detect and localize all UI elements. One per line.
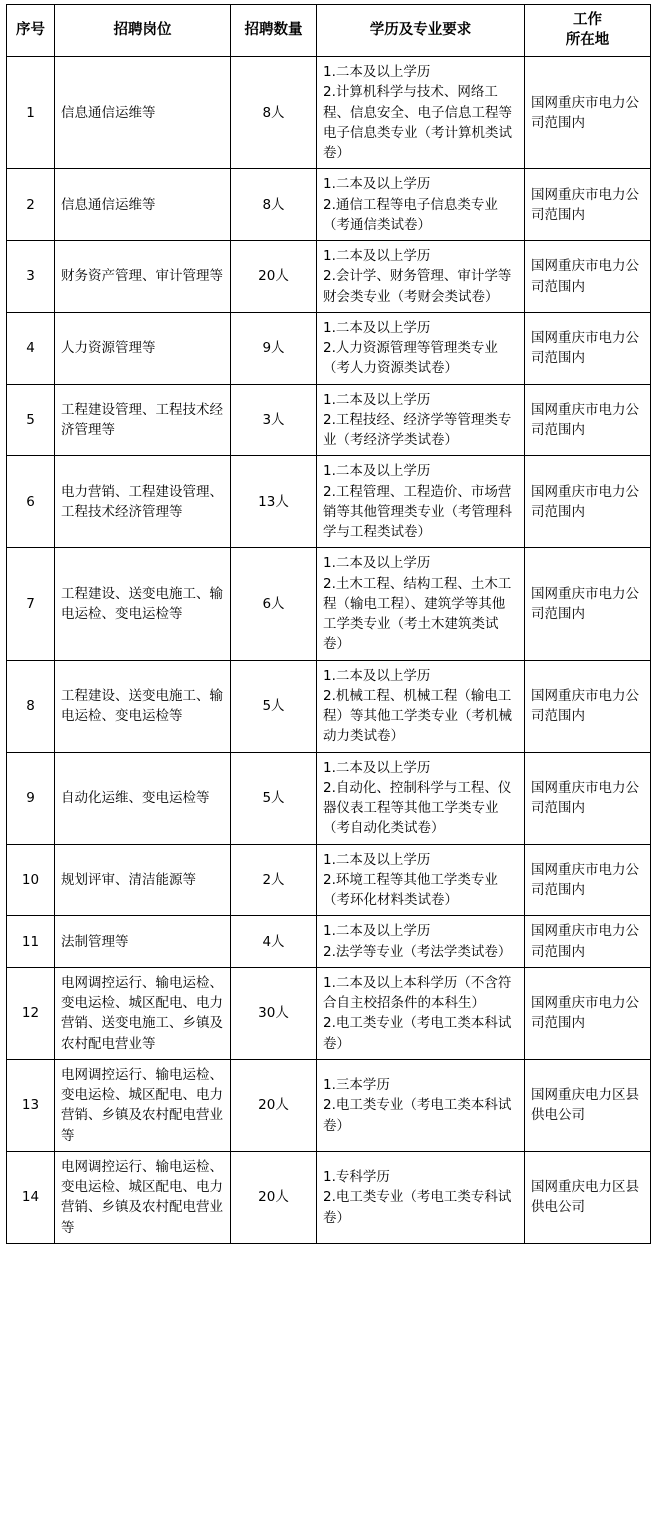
cell-requirement — [317, 1059, 525, 1151]
column-header-location — [525, 5, 651, 57]
column-header-requirement: 学历及专业要求 — [317, 5, 525, 57]
cell-location: 国网重庆市电力公司范围内 — [525, 967, 651, 1059]
requirement-line: 1.二本及以上学历 — [323, 759, 431, 776]
cell-location: 国网重庆市电力公司范围内 — [525, 384, 651, 456]
cell-location: 国网重庆市电力公司范围内 — [525, 57, 651, 169]
cell-count: 8人 — [231, 169, 317, 241]
cell-requirement — [317, 916, 525, 968]
cell-no: 9 — [7, 752, 55, 844]
cell-count: 8人 — [231, 57, 317, 169]
table-row — [7, 844, 651, 916]
cell-requirement — [317, 844, 525, 916]
cell-count: 9人 — [231, 312, 317, 384]
requirement-line: 2.计算机科学与技术、网络工程、信息安全、电子信息工程等电子信息类专业（考计算机类试卷） — [323, 84, 512, 162]
recruitment-table — [6, 4, 651, 1244]
cell-count: 13人 — [231, 456, 317, 548]
cell-post: 工程建设、送变电施工、输电运检、变电运检等 — [55, 660, 231, 752]
requirement-line: 2.机械工程、机械工程（输电工程）等其他工学类专业（考机械动力类试卷） — [323, 687, 512, 745]
cell-no: 1 — [7, 57, 55, 169]
cell-no: 12 — [7, 967, 55, 1059]
cell-count: 20人 — [231, 241, 317, 313]
cell-location: 国网重庆市电力公司范围内 — [525, 844, 651, 916]
cell-location: 国网重庆电力区县供电公司 — [525, 1151, 651, 1243]
cell-requirement — [317, 660, 525, 752]
requirement-line: 2.电工类专业（考电工类本科试卷） — [323, 1097, 512, 1134]
cell-no: 13 — [7, 1059, 55, 1151]
cell-count: 5人 — [231, 752, 317, 844]
requirement-line: 2.人力资源管理等管理类专业（考人力资源类试卷） — [323, 340, 498, 377]
cell-count: 4人 — [231, 916, 317, 968]
cell-requirement — [317, 241, 525, 313]
cell-count: 2人 — [231, 844, 317, 916]
requirement-line: 1.二本及以上学历 — [323, 248, 431, 265]
cell-post: 电网调控运行、输电运检、变电运检、城区配电、电力营销、乡镇及农村配电营业等 — [55, 1059, 231, 1151]
requirement-line: 1.专科学历 — [323, 1169, 390, 1185]
requirement-line: 1.二本及以上学历 — [323, 319, 431, 336]
column-header-location-line1: 工作 — [573, 12, 602, 28]
cell-post: 电力营销、工程建设管理、工程技术经济管理等 — [55, 456, 231, 548]
cell-no: 5 — [7, 384, 55, 456]
requirement-line: 2.电工类专业（考电工类本科试卷） — [323, 1015, 512, 1052]
cell-post: 法制管理等 — [55, 916, 231, 968]
cell-requirement — [317, 548, 525, 660]
column-header-post: 招聘岗位 — [55, 5, 231, 57]
table-row — [7, 456, 651, 548]
table-row — [7, 548, 651, 660]
table-row — [7, 1059, 651, 1151]
cell-requirement — [317, 752, 525, 844]
requirement-line: 2.电工类专业（考电工类专科试卷） — [323, 1189, 512, 1226]
cell-no: 2 — [7, 169, 55, 241]
table-row — [7, 967, 651, 1059]
cell-count: 3人 — [231, 384, 317, 456]
requirement-line: 1.二本及以上学历 — [323, 176, 431, 193]
cell-no: 3 — [7, 241, 55, 313]
cell-requirement — [317, 456, 525, 548]
requirement-line: 1.二本及以上学历 — [323, 555, 431, 572]
cell-post: 电网调控运行、输电运检、变电运检、城区配电、电力营销、乡镇及农村配电营业等 — [55, 1151, 231, 1243]
table-row — [7, 660, 651, 752]
cell-requirement — [317, 1151, 525, 1243]
table-row — [7, 169, 651, 241]
cell-no: 6 — [7, 456, 55, 548]
cell-requirement — [317, 312, 525, 384]
requirement-line: 2.会计学、财务管理、审计学等财会类专业（考财会类试卷） — [323, 268, 512, 305]
requirement-line: 1.二本及以上学历 — [323, 64, 431, 81]
cell-requirement — [317, 57, 525, 169]
cell-no: 8 — [7, 660, 55, 752]
cell-no: 11 — [7, 916, 55, 968]
cell-count: 6人 — [231, 548, 317, 660]
table-row — [7, 57, 651, 169]
table-row — [7, 752, 651, 844]
cell-location: 国网重庆市电力公司范围内 — [525, 752, 651, 844]
cell-post: 自动化运维、变电运检等 — [55, 752, 231, 844]
requirement-line: 2.自动化、控制科学与工程、仪器仪表工程等其他工学类专业（考自动化类试卷） — [323, 779, 512, 837]
requirement-line: 1.二本及以上学历 — [323, 463, 431, 480]
cell-location: 国网重庆市电力公司范围内 — [525, 456, 651, 548]
column-header-no: 序号 — [7, 5, 55, 57]
requirement-line: 2.通信工程等电子信息类专业（考通信类试卷） — [323, 196, 498, 233]
cell-location: 国网重庆市电力公司范围内 — [525, 169, 651, 241]
table-header-row — [7, 5, 651, 57]
requirement-line: 1.二本及以上学历 — [323, 923, 431, 940]
cell-no: 7 — [7, 548, 55, 660]
cell-post: 财务资产管理、审计管理等 — [55, 241, 231, 313]
cell-post: 信息通信运维等 — [55, 169, 231, 241]
table-body — [7, 57, 651, 1244]
table-row — [7, 916, 651, 968]
cell-location: 国网重庆市电力公司范围内 — [525, 241, 651, 313]
cell-location: 国网重庆市电力公司范围内 — [525, 916, 651, 968]
cell-no: 14 — [7, 1151, 55, 1243]
requirement-line: 1.三本学历 — [323, 1077, 390, 1093]
requirement-line: 1.二本及以上本科学历（不含符合自主校招条件的本科生） — [323, 974, 512, 1012]
requirement-line: 2.土木工程、结构工程、土木工程（输电工程）、建筑学等其他工学类专业（考土木建筑类试卷） — [323, 575, 512, 653]
requirement-line: 2.环境工程等其他工学类专业（考环化材料类试卷） — [323, 871, 498, 909]
table-row — [7, 241, 651, 313]
cell-count: 5人 — [231, 660, 317, 752]
cell-post: 工程建设管理、工程技术经济管理等 — [55, 384, 231, 456]
cell-count: 20人 — [231, 1151, 317, 1243]
cell-count: 30人 — [231, 967, 317, 1059]
requirement-line: 2.工程管理、工程造价、市场营销等其他管理类专业（考管理科学与工程类试卷） — [323, 483, 512, 541]
cell-requirement — [317, 169, 525, 241]
table-row — [7, 1151, 651, 1243]
table-row — [7, 312, 651, 384]
cell-no: 10 — [7, 844, 55, 916]
cell-count: 20人 — [231, 1059, 317, 1151]
cell-post: 工程建设、送变电施工、输电运检、变电运检等 — [55, 548, 231, 660]
requirement-line: 2.法学等专业（考法学类试卷） — [323, 943, 512, 960]
cell-location: 国网重庆市电力公司范围内 — [525, 548, 651, 660]
column-header-location-line2: 所在地 — [565, 31, 610, 48]
cell-location: 国网重庆电力区县供电公司 — [525, 1059, 651, 1151]
cell-no: 4 — [7, 312, 55, 384]
cell-requirement — [317, 384, 525, 456]
requirement-line: 1.二本及以上学历 — [323, 391, 431, 408]
cell-location: 国网重庆市电力公司范围内 — [525, 660, 651, 752]
requirement-line: 1.二本及以上学历 — [323, 667, 431, 684]
cell-post: 电网调控运行、输电运检、变电运检、城区配电、电力营销、送变电施工、乡镇及农村配电营业等 — [55, 967, 231, 1059]
cell-post: 信息通信运维等 — [55, 57, 231, 169]
cell-post: 规划评审、清洁能源等 — [55, 844, 231, 916]
table-row — [7, 384, 651, 456]
column-header-count: 招聘数量 — [231, 5, 317, 57]
cell-requirement — [317, 967, 525, 1059]
requirement-line: 2.工程技经、经济学等管理类专业（考经济学类试卷） — [323, 411, 512, 449]
cell-location: 国网重庆市电力公司范围内 — [525, 312, 651, 384]
cell-post: 人力资源管理等 — [55, 312, 231, 384]
requirement-line: 1.二本及以上学历 — [323, 851, 431, 868]
